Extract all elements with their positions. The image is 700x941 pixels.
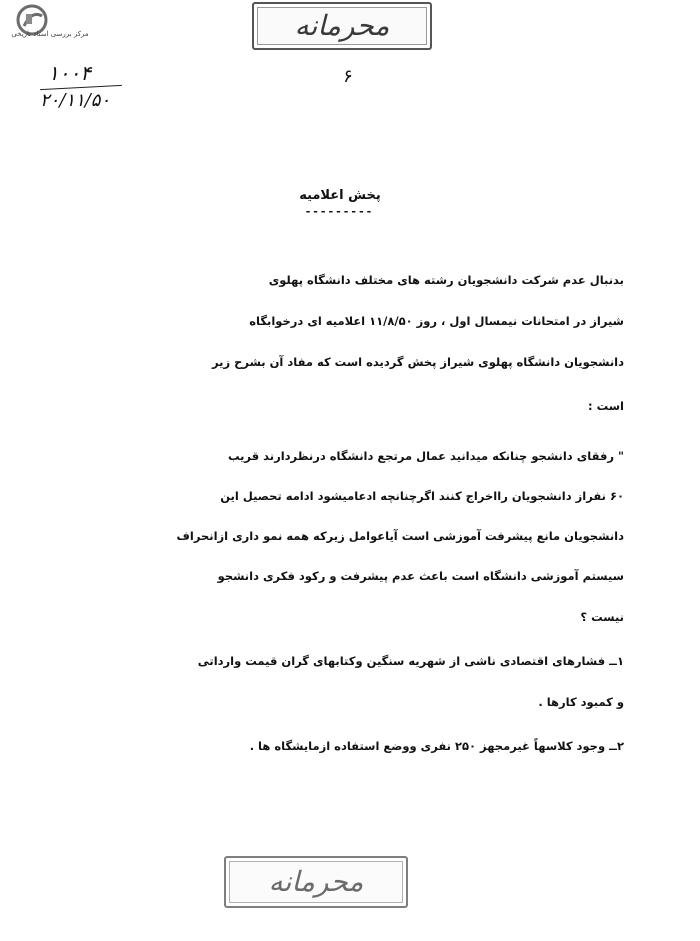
confidential-stamp-bottom: محرمانه	[224, 856, 408, 908]
body-line: ۲ــ وجود کلاسهاً غیرمجهز ۲۵۰ نفری ووضع استفاده ازمایشگاه ها .	[249, 739, 624, 753]
body-line: شیراز در امتحانات نیمسال اول ، روز ۱۱/۸/۵۰ اعلامیه ای درخوابگاه	[249, 314, 624, 328]
body-line: است :	[587, 399, 624, 413]
document-title: پخش اعلامیه	[299, 188, 381, 203]
body-line: نیست ؟	[580, 610, 624, 624]
registration-number: ۱۰۰۴	[48, 61, 91, 85]
body-line: ۶۰ نفراز دانشجویان رااخراج کنند اگرچنانچه ادعامیشود ادامه تحصیل این	[220, 489, 624, 503]
body-line: دانشجویان مانع پیشرفت آموزشی است آیاعوامل زیرکه همه نمو داری ازانحراف	[176, 529, 624, 543]
confidential-stamp-top: محرمانه	[252, 2, 432, 50]
body-line: دانشجویان دانشگاه پهلوی شیراز پخش گردیده است که مفاد آن بشرح زیر	[212, 355, 624, 369]
logo-caption: مرکز بررسی اسناد تاریخی	[11, 30, 89, 38]
body-line: " رفقای دانشجو چنانکه میدانید عمال مرتجع دانشگاه درنظردارند قریب	[227, 449, 624, 463]
registration-date: ۲۰/۱۱/۵۰	[40, 90, 111, 111]
body-line: سیستم آموزشی دانشگاه است باعث عدم پیشرفت و رکود فکری دانشجو	[217, 569, 624, 583]
archive-logo-icon	[6, 4, 58, 46]
title-underline: ---------	[304, 205, 374, 218]
page-number: ۶	[343, 66, 353, 87]
body-line: و کمبود کارها .	[538, 695, 624, 709]
body-line: ۱ــ فشارهای اقتصادی ناشی از شهریه سنگین وکتابهای گران قیمت وارداتی	[197, 654, 624, 668]
body-line: بدنبال عدم شرکت دانشجویان رشته های مختلف دانشگاه پهلوی	[268, 273, 624, 287]
